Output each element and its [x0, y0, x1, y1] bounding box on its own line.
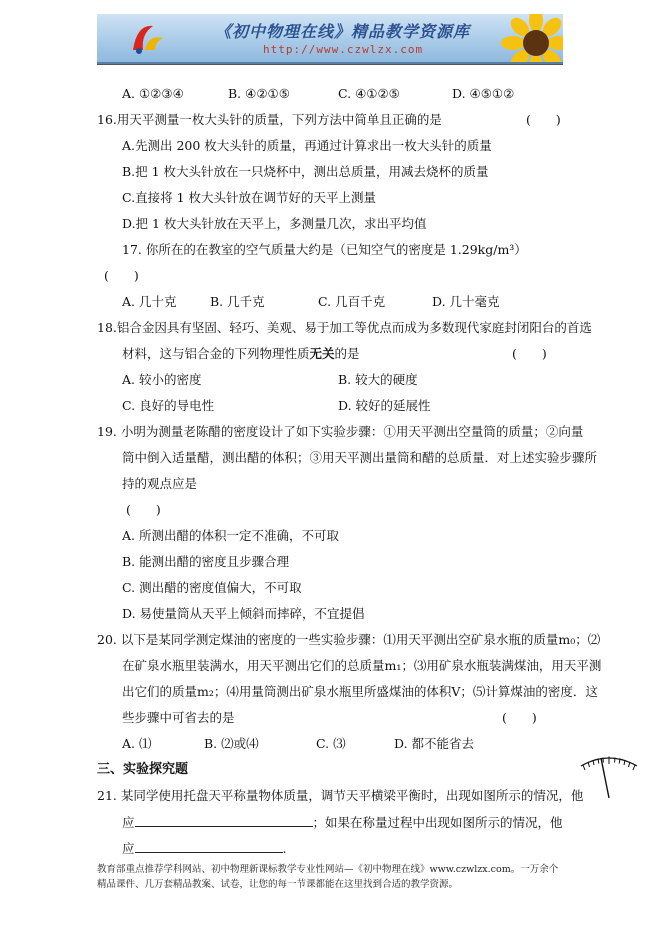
balance-scale-gauge-icon: [578, 748, 640, 800]
q21-answer-blank-1[interactable]: [135, 814, 313, 827]
q18-stem-line2: 材料，这与铝合金的下列物理性质无关的是: [122, 346, 360, 361]
q16-answer-paren: ( ): [526, 112, 561, 127]
sunflower-icon: [501, 14, 563, 64]
q18-option-d: D. 较好的延展性: [338, 398, 431, 413]
q18-stem-line1: 18.铝合金因具有坚固、轻巧、美观、易于加工等优点而成为多数现代家庭封闭阳台的首选: [97, 320, 592, 335]
q20-stem-line3: 出它们的质量m₂；⑷用量筒测出矿泉水瓶里所盛煤油的体积V；⑸计算煤油的密度．这: [122, 684, 598, 699]
q20-option-a: A. ⑴: [122, 736, 152, 751]
q16-option-a: A.先测出 200 枚大头针的质量，再通过计算求出一枚大头针的质量: [122, 138, 492, 153]
q15-option-a: A. ①②③④: [122, 86, 184, 101]
page-footer: 教育部重点推荐学科网站、初中物理新课标教学专业性网站—《初中物理在线》www.czwlzx.com。一万余个精品课件、几万套精品教案、试卷，让您的每一节课都能在这里找到合适的教学资源。: [97, 864, 559, 890]
q20-option-b: B. ⑵或⑷: [204, 736, 259, 751]
q18-option-a: A. 较小的密度: [122, 372, 202, 387]
q18-option-c: C. 良好的导电性: [122, 398, 215, 413]
q15-option-c: C. ④①②⑤: [338, 86, 400, 101]
header-banner: [97, 14, 563, 64]
q17-option-d: D. 几十毫克: [432, 294, 500, 309]
q20-option-c: C. ⑶: [316, 736, 346, 751]
q16-option-b: B.把 1 枚大头针放在一只烧杯中，测出总质量，用减去烧杯的质量: [122, 164, 489, 179]
q19-stem-line3: 持的观点应是: [122, 476, 198, 491]
q17-stem: 17. 你所在的在教室的空气质量大约是（已知空气的密度是 1.29kg/m³）: [122, 242, 527, 257]
q20-option-d: D. 都不能省去: [394, 736, 475, 751]
q17-option-a: A. 几十克: [122, 294, 177, 309]
banner-title: 《初中物理在线》精品教学资源库: [215, 22, 471, 41]
q19-option-d: D. 易使量筒从天平上倾斜而摔碎，不宜提倡: [122, 606, 365, 621]
q21-stem-line3: 应 .: [122, 841, 287, 856]
q17-answer-paren: ( ): [104, 268, 139, 283]
q21-stem-line1: 21. 某同学使用托盘天平称量物体质量，调节天平横梁平衡时，出现如图所示的情况，他: [97, 788, 584, 803]
q18-answer-paren: ( ): [512, 346, 547, 361]
q19-stem-line1: 19. 小明为测量老陈醋的密度设计了如下实验步骤：①用天平测出空量筒的质量；②向量: [97, 424, 584, 439]
q21-answer-blank-2[interactable]: [135, 840, 283, 853]
q19-option-c: C. 测出醋的密度值偏大，不可取: [122, 580, 302, 595]
q20-stem-line2: 在矿泉水瓶里装满水，用天平测出它们的总质量m₁；⑶用矿泉水瓶装满煤油，用天平测: [122, 658, 602, 673]
q17-option-b: B. 几千克: [210, 294, 265, 309]
q19-stem-line2: 筒中倒入适量醋，测出醋的体积；③用天平测出量筒和醋的总质量．对上述实验步骤所: [122, 450, 598, 465]
q20-stem-line1: 20. 以下是某同学测定煤油的密度的一些实验步骤：⑴用天平测出空矿泉水瓶的质量m₀；⑵: [97, 632, 601, 647]
q20-stem-line4: 些步骤中可省去的是: [122, 710, 235, 725]
section-heading: 三、实验探究题: [97, 762, 189, 777]
banner-url[interactable]: http://www.czwlzx.com: [263, 43, 424, 56]
q16-stem: 16.用天平测量一枚大头针的质量，下列方法中简单且正确的是: [97, 112, 442, 127]
q17-option-c: C. 几百千克: [318, 294, 386, 309]
q15-option-b: B. ④②①⑤: [228, 86, 290, 101]
q16-option-d: D.把 1 枚大头针放在天平上，多测量几次，求出平均值: [122, 216, 427, 231]
header-rule: [97, 64, 563, 65]
q15-option-d: D. ④⑤①②: [452, 86, 515, 101]
q20-answer-paren: ( ): [502, 710, 537, 725]
q18-option-b: B. 较大的硬度: [338, 372, 418, 387]
site-logo-icon: [127, 20, 167, 56]
q18-emphasis: 无关: [309, 346, 335, 361]
q16-option-c: C.直接将 1 枚大头针放在调节好的天平上测量: [122, 190, 376, 205]
q19-option-a: A. 所测出醋的体积一定不准确，不可取: [122, 528, 339, 543]
q19-answer-paren: ( ): [126, 502, 161, 517]
q21-stem-line2: 应 ；如果在称量过程中出现如图所示的情况，他: [122, 815, 563, 830]
q19-option-b: B. 能测出醋的密度且步骤合理: [122, 554, 290, 569]
